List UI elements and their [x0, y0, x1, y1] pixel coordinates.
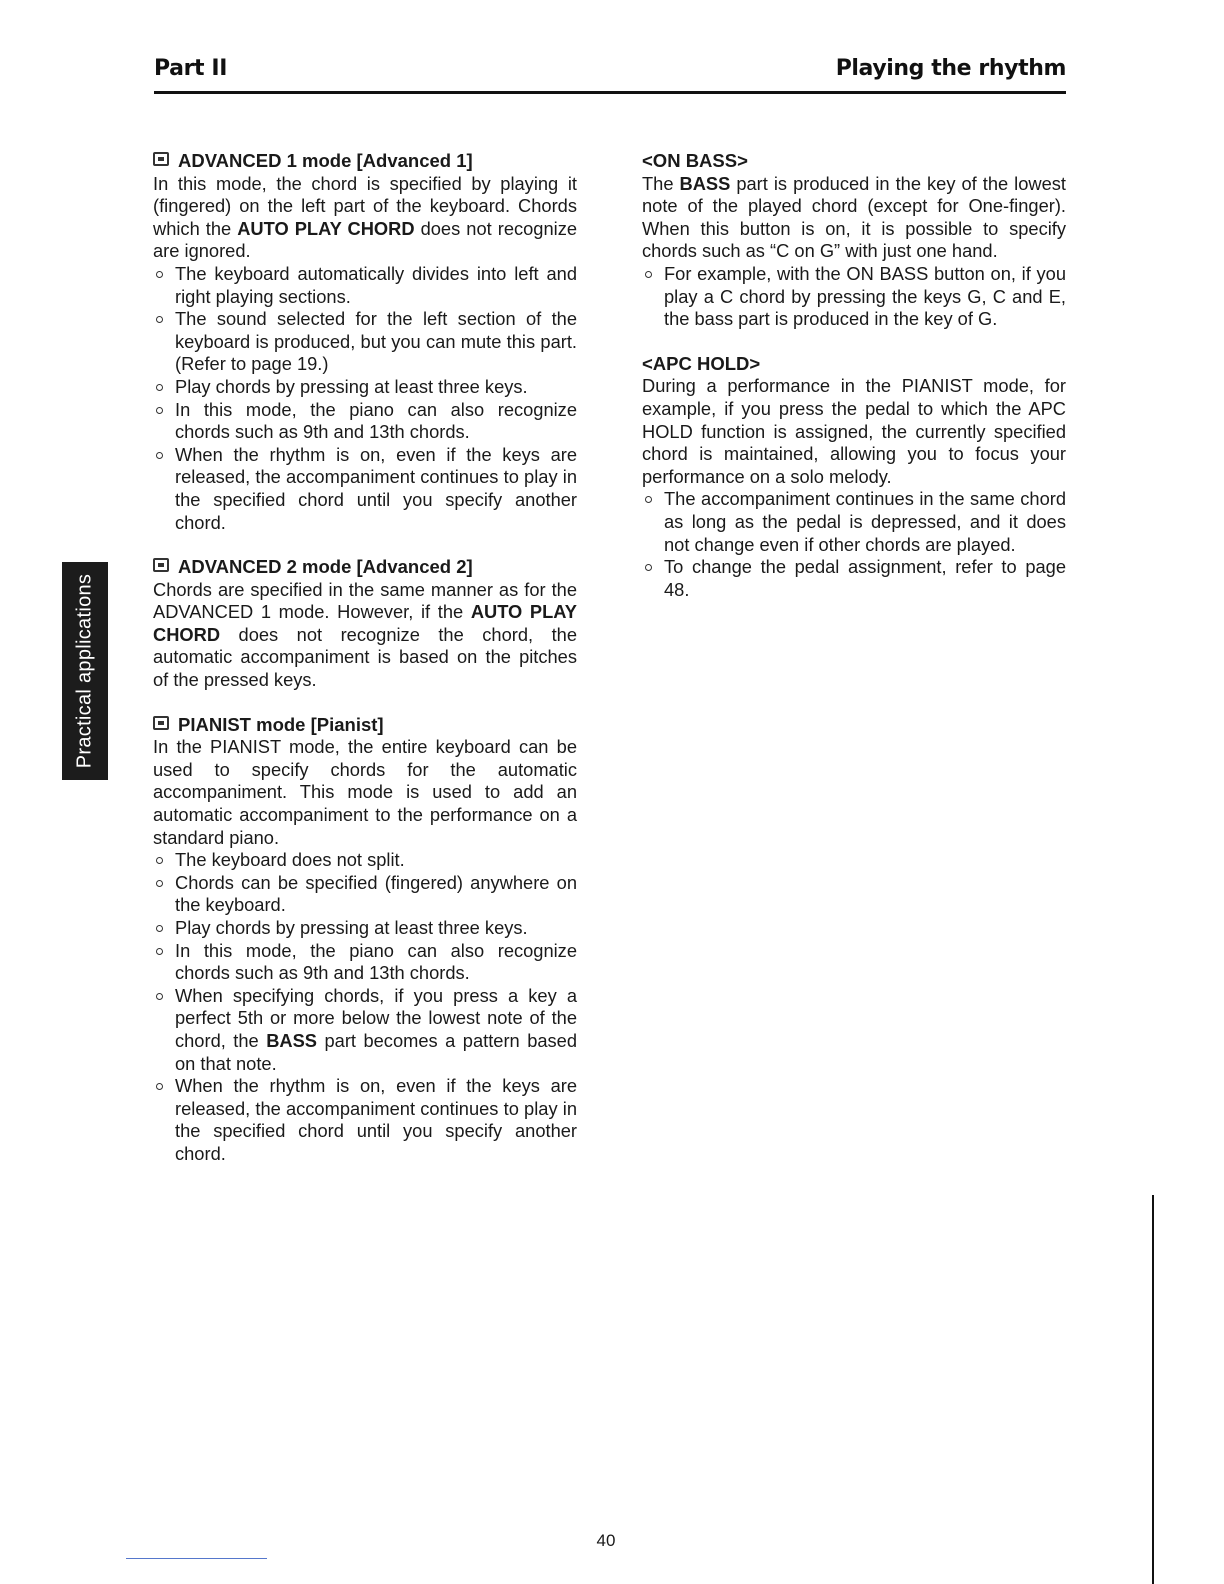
apc-hold-title: <APC HOLD>	[642, 352, 761, 374]
on-bass-text: The BASS part is produced in the key of the lowest note of the played chord (except for One-finger). When this button is on, it is possible to specify chords such as “C on G” with just one hand.	[642, 172, 1066, 262]
mode-marker-icon	[153, 716, 169, 730]
pianist-heading	[153, 714, 577, 737]
mode-marker-icon	[153, 152, 169, 166]
page-number: 40	[596, 1531, 616, 1550]
list-item: To change the pedal assignment, refer to page 48.	[642, 556, 1066, 601]
list-item: In this mode, the piano can also recognize chords such as 9th and 13th chords.	[153, 940, 577, 985]
list-item: The sound selected for the left section of the keyboard is produced, but you can mute this part. (Refer to page 19.)	[153, 308, 577, 376]
list-item: For example, with the ON BASS button on, if you play a C chord by pressing the keys G, C and E, the bass part is produced in the key of G.	[642, 263, 1066, 331]
pianist-section	[153, 714, 577, 1166]
advanced2-heading	[153, 556, 577, 579]
advanced1-section	[153, 150, 577, 534]
right-column	[642, 150, 1066, 623]
header-section-title: Playing the rhythm	[835, 56, 1066, 81]
advanced2-text: Chords are specified in the same manner as for the ADVANCED 1 mode. However, if the AUTO PLAY CHORD does not recognize the chord, the automatic accompaniment is based on the pitches of the pressed keys.	[153, 578, 577, 691]
list-item: Chords can be specified (fingered) anywhere on the keyboard.	[153, 872, 577, 917]
list-item: The keyboard automatically divides into left and right playing sections.	[153, 263, 577, 308]
header-rule	[154, 91, 1066, 94]
advanced1-heading	[153, 150, 577, 173]
apc-hold-bullets	[642, 488, 1066, 601]
list-item: When specifying chords, if you press a key a perfect 5th or more below the lowest note of the chord, the BASS part becomes a pattern based on that note.	[153, 985, 577, 1075]
on-bass-bullets	[642, 263, 1066, 331]
apc-hold-text: During a performance in the PIANIST mode, for example, if you press the pedal to which the APC HOLD function is assigned, the currently specified chord is maintained, allowing you to focus your performance on a solo melody.	[642, 375, 1066, 487]
left-column	[153, 150, 577, 1188]
list-item: Play chords by pressing at least three keys.	[153, 376, 577, 399]
advanced2-section	[153, 556, 577, 692]
side-tab	[62, 562, 108, 780]
on-bass-title: <ON BASS>	[642, 150, 748, 171]
list-item: When the rhythm is on, even if the keys are released, the accompaniment continues to play in the specified chord until you specify another chord.	[153, 444, 577, 534]
advanced1-bullets	[153, 263, 577, 534]
scan-edge-line	[1152, 1195, 1154, 1584]
footer-underline	[126, 1558, 267, 1559]
list-item: When the rhythm is on, even if the keys are released, the accompaniment continues to play in the specified chord until you specify another chord.	[153, 1075, 577, 1165]
pianist-intro: In the PIANIST mode, the entire keyboard can be used to specify chords for the automatic accompaniment. This mode is used to add an automatic accompaniment to the performance on a standard piano.	[153, 736, 577, 848]
apc-hold-section	[642, 353, 1066, 602]
pianist-bullets	[153, 849, 577, 1165]
pianist-title: PIANIST mode [Pianist]	[178, 713, 384, 735]
list-item: The accompaniment continues in the same chord as long as the pedal is depressed, and it does not change even if other chords are played.	[642, 488, 1066, 556]
advanced1-intro: In this mode, the chord is specified by playing it (fingered) on the left part of the keyboard. Chords which the AUTO PLAY CHORD does not recognize are ignored.	[153, 172, 578, 262]
list-item: The keyboard does not split.	[153, 849, 577, 872]
advanced2-title: ADVANCED 2 mode [Advanced 2]	[178, 556, 473, 578]
list-item: In this mode, the piano can also recognize chords such as 9th and 13th chords.	[153, 399, 577, 444]
mode-marker-icon	[153, 558, 169, 572]
advanced1-title: ADVANCED 1 mode [Advanced 1]	[178, 150, 473, 171]
side-tab-label: Practical applications	[73, 573, 96, 769]
on-bass-section	[642, 150, 1066, 331]
list-item: Play chords by pressing at least three keys.	[153, 917, 577, 940]
header-part-label: Part II	[154, 56, 227, 81]
